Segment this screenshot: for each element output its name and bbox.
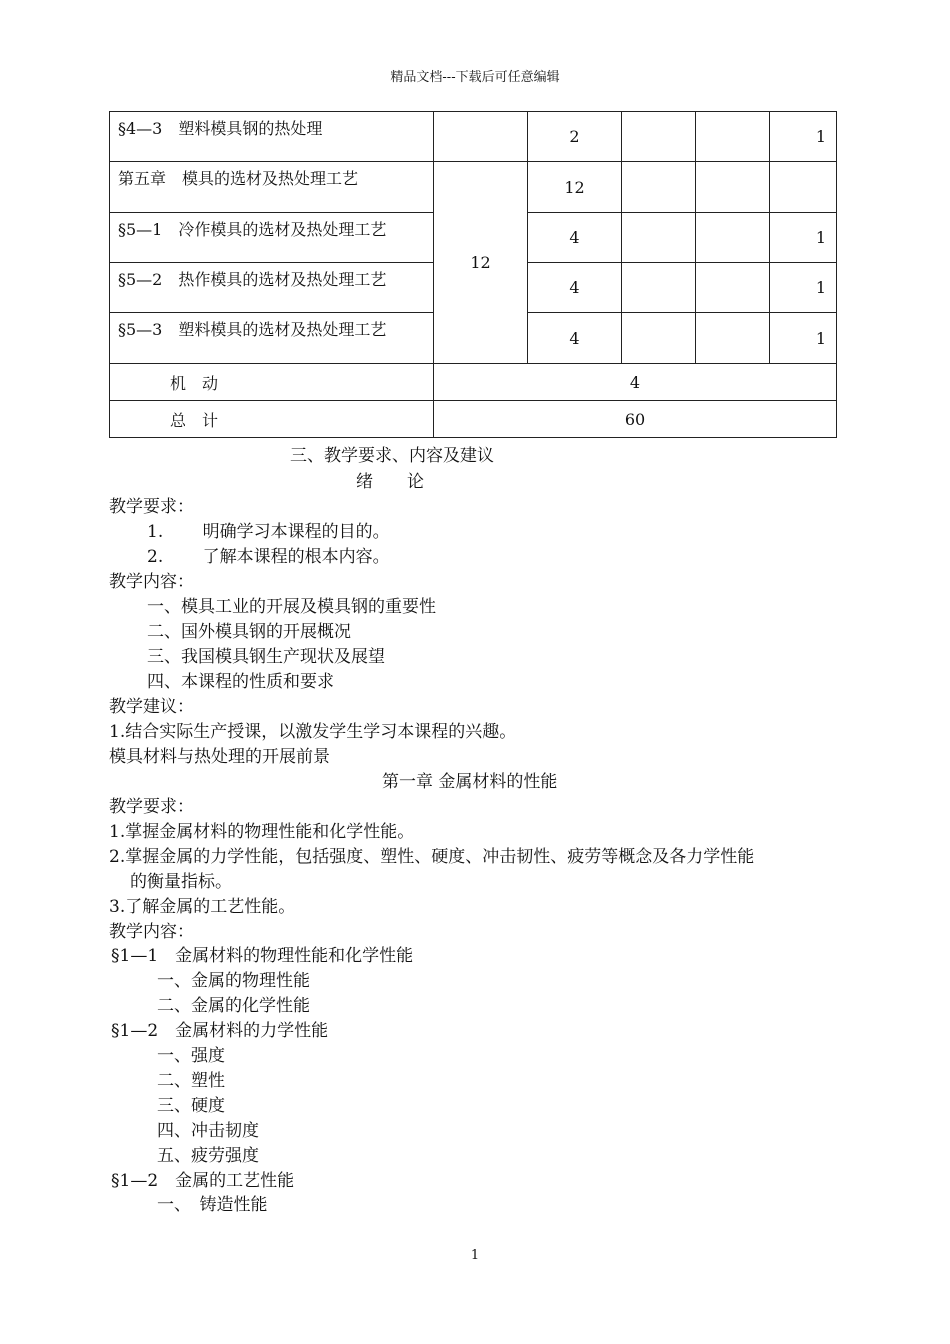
practice-cell: 1 xyxy=(770,263,837,313)
practice-cell xyxy=(770,162,837,213)
table-row xyxy=(110,364,837,401)
list-item: 一、模具工业的开展及模具钢的重要性 xyxy=(147,597,436,617)
section-heading: §1—1 金属材料的物理性能和化学性能 xyxy=(111,946,414,966)
list-item: 2. 了解本课程的根本内容。 xyxy=(147,547,390,567)
row-name: 第五章 模具的选材及热处理工艺 xyxy=(110,162,434,213)
total-value: 60 xyxy=(434,401,837,438)
advice-item: 1.结合实际生产授课，以激发学生学习本课程的兴趣。 xyxy=(109,722,517,742)
practice-cell: 1 xyxy=(770,313,837,364)
practice-cell: 1 xyxy=(770,112,837,162)
table-row xyxy=(110,162,837,213)
row-name: §5—1 冷作模具的选材及热处理工艺 xyxy=(110,213,434,263)
list-item: 二、国外模具钢的开展概况 xyxy=(147,622,351,642)
list-item: 一、强度 xyxy=(157,1046,225,1066)
requirements-label: 教学要求： xyxy=(109,797,194,817)
hours-cell: 2 xyxy=(528,112,622,162)
content-label: 教学内容： xyxy=(109,572,194,592)
intro-title: 绪 论 xyxy=(356,472,424,492)
advice-item: 模具材料与热处理的开展前景 xyxy=(109,747,330,767)
section-heading: §1—2 金属材料的力学性能 xyxy=(111,1021,329,1041)
row-name: §5—2 热作模具的选材及热处理工艺 xyxy=(110,263,434,313)
misc-value: 4 xyxy=(434,364,837,401)
requirement-item: 3.了解金属的工艺性能。 xyxy=(109,897,296,917)
row-name: §4—3 塑料模具钢的热处理 xyxy=(110,112,434,162)
list-item: 四、冲击韧度 xyxy=(157,1121,259,1141)
total-label: 总 计 xyxy=(110,401,434,438)
requirements-label: 教学要求： xyxy=(109,497,194,517)
advice-label: 教学建议： xyxy=(109,697,194,717)
content-label: 教学内容： xyxy=(109,922,194,942)
section-title: 三、教学要求、内容及建议 xyxy=(290,446,494,466)
requirement-item: 2.掌握金属的力学性能，包括强度、塑性、硬度、冲击韧性、疲劳等概念及各力学性能 xyxy=(109,847,755,867)
list-item: 一、 铸造性能 xyxy=(157,1195,268,1215)
requirement-item: 1.掌握金属材料的物理性能和化学性能。 xyxy=(109,822,415,842)
hours-cell: 4 xyxy=(528,263,622,313)
hours-cell: 4 xyxy=(528,313,622,364)
practice-cell: 1 xyxy=(770,213,837,263)
list-item: 四、本课程的性质和要求 xyxy=(147,672,334,692)
list-item: 二、塑性 xyxy=(157,1071,225,1091)
schedule-table xyxy=(109,111,837,438)
list-item: 1. 明确学习本课程的目的。 xyxy=(147,522,390,542)
list-item: 三、我国模具钢生产现状及展望 xyxy=(147,647,385,667)
list-item: 一、金属的物理性能 xyxy=(157,971,310,991)
page-number: 1 xyxy=(470,1248,480,1263)
hours-cell: 4 xyxy=(528,213,622,263)
list-item: 五、疲劳强度 xyxy=(157,1146,259,1166)
table-row xyxy=(110,401,837,438)
page-header: 精品文档---下载后可任意编辑 xyxy=(390,70,560,85)
list-item: 二、金属的化学性能 xyxy=(157,996,310,1016)
section-heading: §1—2 金属的工艺性能 xyxy=(111,1171,295,1191)
requirement-item-cont: 的衡量指标。 xyxy=(130,872,232,892)
table-row xyxy=(110,112,837,162)
chapter-title: 第一章 金属材料的性能 xyxy=(382,772,558,792)
chapter-total-cell: 12 xyxy=(434,162,528,364)
list-item: 三、硬度 xyxy=(157,1096,225,1116)
hours-cell: 12 xyxy=(528,162,622,213)
row-name: §5—3 塑料模具的选材及热处理工艺 xyxy=(110,313,434,364)
misc-label: 机 动 xyxy=(110,364,434,401)
